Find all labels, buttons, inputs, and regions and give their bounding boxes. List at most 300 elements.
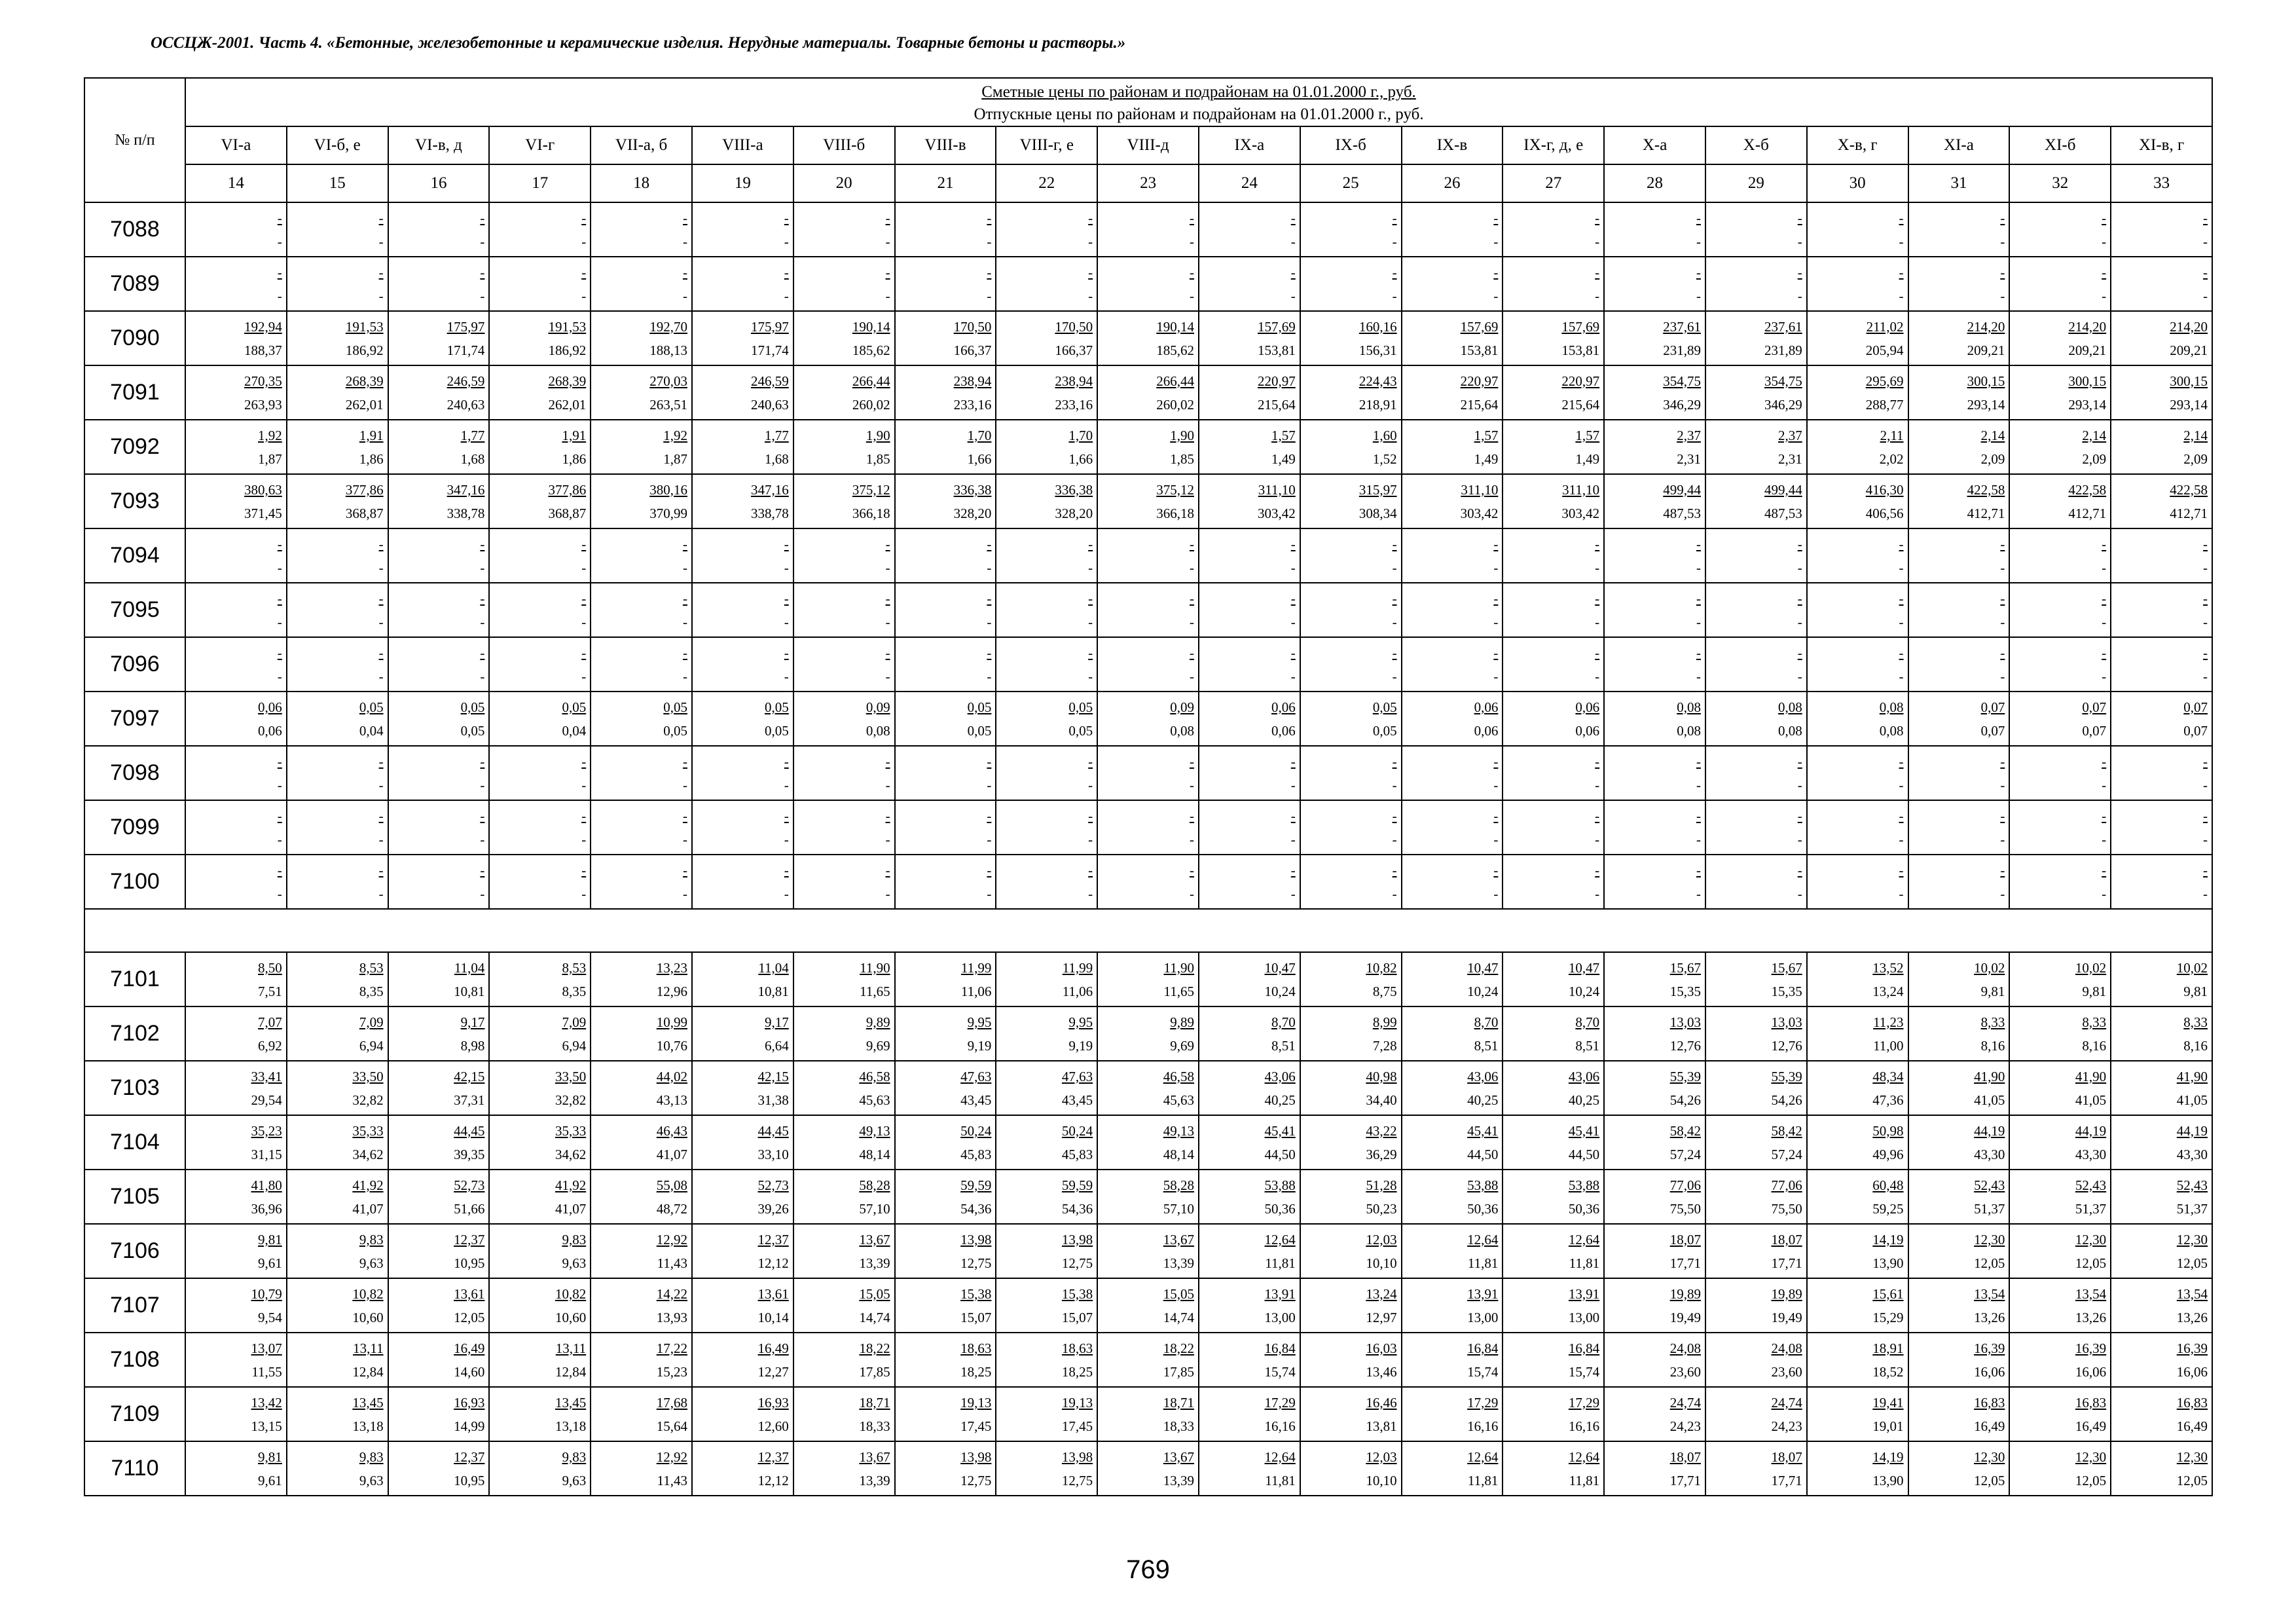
wholesale-price: - xyxy=(1899,777,1904,793)
wholesale-price: 57,10 xyxy=(859,1200,890,1217)
wholesale-price: - xyxy=(2102,885,2107,902)
estimated-price: 238,94 xyxy=(953,373,992,389)
price-cell xyxy=(489,365,591,420)
table-row xyxy=(84,1333,2212,1387)
wholesale-price: 12,76 xyxy=(1669,1037,1701,1054)
estimated-price: 10,47 xyxy=(1467,959,1499,976)
price-cell xyxy=(692,1441,793,1496)
estimated-price: 13,98 xyxy=(1061,1231,1093,1247)
estimated-price: 10,82 xyxy=(1366,959,1397,976)
region-header: VI-б, е xyxy=(287,126,388,164)
price-cell xyxy=(1807,257,1908,311)
price-cell xyxy=(489,952,591,1006)
wholesale-price: 13,15 xyxy=(251,1418,282,1434)
price-cell xyxy=(2111,583,2212,637)
price-cell xyxy=(388,1115,490,1170)
price-cell xyxy=(996,855,1097,909)
price-cell xyxy=(2009,800,2111,855)
price-table xyxy=(84,77,2213,1496)
table-row xyxy=(84,1170,2212,1224)
region-header: VIII-д xyxy=(1097,126,1199,164)
wholesale-price: 33,10 xyxy=(757,1146,789,1162)
estimated-price: - xyxy=(1088,536,1093,552)
estimated-price: 18,63 xyxy=(1061,1340,1093,1356)
price-cell xyxy=(1199,583,1300,637)
wholesale-price: 24,23 xyxy=(1669,1418,1701,1434)
price-cell xyxy=(287,952,388,1006)
price-cell xyxy=(2111,1061,2212,1115)
wholesale-price: - xyxy=(378,233,384,249)
price-cell xyxy=(2009,311,2111,365)
wholesale-price: 11,00 xyxy=(1873,1037,1904,1054)
estimated-price: 300,15 xyxy=(2068,373,2107,389)
estimated-price: 7,07 xyxy=(258,1014,282,1030)
estimated-price: 499,44 xyxy=(1764,481,1802,498)
estimated-price: 2,37 xyxy=(1778,427,1802,443)
price-cell xyxy=(591,800,692,855)
estimated-price: - xyxy=(1290,644,1296,661)
estimated-price: 44,45 xyxy=(454,1122,485,1139)
estimated-price: 18,91 xyxy=(1872,1340,1904,1356)
estimated-price: - xyxy=(1392,807,1397,824)
estimated-price: 220,97 xyxy=(1258,373,1296,389)
wholesale-price: 1,68 xyxy=(460,451,485,467)
estimated-price: - xyxy=(2000,590,2005,606)
estimated-price: 14,19 xyxy=(1872,1231,1904,1247)
wholesale-price: 57,24 xyxy=(1771,1146,1802,1162)
estimated-price: - xyxy=(1595,753,1600,769)
wholesale-price: 9,81 xyxy=(2183,983,2208,999)
estimated-price: - xyxy=(1696,753,1701,769)
row-id: 7102 xyxy=(84,1006,185,1061)
price-cell xyxy=(1300,1006,1402,1061)
estimated-price: 17,29 xyxy=(1568,1394,1600,1411)
wholesale-price: - xyxy=(2203,559,2208,576)
wholesale-price: 50,36 xyxy=(1467,1200,1499,1217)
price-cell xyxy=(692,1278,793,1333)
estimated-price: - xyxy=(2102,264,2107,280)
wholesale-price: 50,36 xyxy=(1264,1200,1296,1217)
row-id: 7092 xyxy=(84,420,185,474)
wholesale-price: 2,31 xyxy=(1677,451,1701,467)
column-number: 30 xyxy=(1807,164,1908,202)
price-cell xyxy=(793,1441,895,1496)
estimated-price: - xyxy=(2000,264,2005,280)
price-cell xyxy=(388,202,490,257)
wholesale-price: - xyxy=(1088,559,1093,576)
estimated-price: - xyxy=(987,590,992,606)
wholesale-price: - xyxy=(1696,233,1701,249)
wholesale-price: - xyxy=(1797,777,1802,793)
estimated-price: 10,02 xyxy=(1974,959,2005,976)
wholesale-price: 17,85 xyxy=(859,1363,890,1380)
estimated-price: - xyxy=(1392,210,1397,226)
price-cell xyxy=(388,692,490,746)
estimated-price: - xyxy=(1189,862,1194,878)
estimated-price: - xyxy=(1797,644,1802,661)
wholesale-price: 263,93 xyxy=(244,396,282,413)
wholesale-price: 51,37 xyxy=(1974,1200,2005,1217)
price-cell xyxy=(1300,1441,1402,1496)
region-header: VI-в, д xyxy=(388,126,490,164)
wholesale-price: - xyxy=(1493,614,1499,630)
price-cell xyxy=(996,637,1097,692)
estimated-price: 1,91 xyxy=(562,427,587,443)
wholesale-price: - xyxy=(885,668,890,684)
price-cell xyxy=(1199,692,1300,746)
column-number: 23 xyxy=(1097,164,1199,202)
estimated-price: 10,02 xyxy=(2075,959,2107,976)
price-cell xyxy=(1402,637,1503,692)
estimated-price: 12,03 xyxy=(1366,1449,1397,1465)
price-cell xyxy=(1503,1387,1604,1441)
price-cell xyxy=(692,692,793,746)
estimated-price: 12,64 xyxy=(1467,1231,1499,1247)
wholesale-price: 40,25 xyxy=(1264,1092,1296,1108)
wholesale-price: 32,82 xyxy=(555,1092,587,1108)
price-cell xyxy=(1199,528,1300,583)
price-cell xyxy=(996,1387,1097,1441)
wholesale-price: 260,02 xyxy=(852,396,890,413)
price-cell xyxy=(1300,637,1402,692)
estimated-price: - xyxy=(1899,862,1904,878)
price-cell xyxy=(793,583,895,637)
estimated-price: 77,06 xyxy=(1771,1177,1802,1193)
price-cell xyxy=(185,692,287,746)
wholesale-price: 14,74 xyxy=(1163,1309,1194,1325)
estimated-price: - xyxy=(1899,807,1904,824)
estimated-price: 45,41 xyxy=(1467,1122,1499,1139)
wholesale-price: 10,10 xyxy=(1366,1255,1397,1271)
wholesale-price: 15,74 xyxy=(1467,1363,1499,1380)
estimated-price: 246,59 xyxy=(751,373,789,389)
column-number: 31 xyxy=(1908,164,2010,202)
wholesale-price: 0,05 xyxy=(460,722,485,739)
estimated-price: 347,16 xyxy=(751,481,789,498)
wholesale-price: 75,50 xyxy=(1669,1200,1701,1217)
region-header: VIII-б xyxy=(793,126,895,164)
wholesale-price: - xyxy=(581,831,587,847)
wholesale-price: 188,37 xyxy=(244,342,282,358)
estimated-price: - xyxy=(1797,264,1802,280)
estimated-price: - xyxy=(1392,264,1397,280)
table-row xyxy=(84,583,2212,637)
estimated-price: 45,41 xyxy=(1264,1122,1296,1139)
wholesale-price: 303,42 xyxy=(1561,505,1600,521)
row-id: 7098 xyxy=(84,746,185,800)
price-cell xyxy=(1503,1278,1604,1333)
wholesale-price: - xyxy=(1392,668,1397,684)
price-cell xyxy=(1402,1387,1503,1441)
wholesale-price: 51,37 xyxy=(2075,1200,2107,1217)
region-header: VI-г xyxy=(489,126,591,164)
wholesale-price: - xyxy=(1696,614,1701,630)
price-cell xyxy=(287,746,388,800)
price-cell xyxy=(1604,1170,1705,1224)
price-cell xyxy=(185,257,287,311)
wholesale-price: - xyxy=(1595,287,1600,304)
estimated-price: 1,70 xyxy=(1068,427,1093,443)
wholesale-price: - xyxy=(581,885,587,902)
price-cell xyxy=(793,528,895,583)
wholesale-price: 34,62 xyxy=(555,1146,587,1162)
estimated-price: - xyxy=(1595,807,1600,824)
price-cell xyxy=(895,257,996,311)
estimated-price: - xyxy=(1392,590,1397,606)
wholesale-price: 487,53 xyxy=(1764,505,1802,521)
price-cell xyxy=(895,1006,996,1061)
estimated-price: - xyxy=(1189,590,1194,606)
wholesale-price: 12,97 xyxy=(1366,1309,1397,1325)
row-id: 7099 xyxy=(84,800,185,855)
wholesale-price: 48,72 xyxy=(656,1200,687,1217)
section-spacer-row xyxy=(84,909,2212,952)
price-cell xyxy=(996,420,1097,474)
estimated-price: - xyxy=(581,807,587,824)
price-cell xyxy=(793,952,895,1006)
estimated-price: - xyxy=(277,644,282,661)
price-cell xyxy=(692,1006,793,1061)
region-header-row xyxy=(84,126,2212,164)
table-row xyxy=(84,1387,2212,1441)
wholesale-price: 205,94 xyxy=(1865,342,1904,358)
wholesale-price: 11,06 xyxy=(1062,983,1093,999)
wholesale-price: 10,76 xyxy=(656,1037,687,1054)
wholesale-price: 262,01 xyxy=(548,396,587,413)
estimated-price: 0,05 xyxy=(562,699,587,715)
price-cell xyxy=(1503,1224,1604,1278)
price-cell xyxy=(1705,1115,1807,1170)
estimated-price: 55,08 xyxy=(656,1177,687,1193)
wholesale-price: 260,02 xyxy=(1156,396,1194,413)
wholesale-price: - xyxy=(581,559,587,576)
wholesale-price: - xyxy=(2203,831,2208,847)
price-cell xyxy=(287,311,388,365)
price-cell xyxy=(1503,202,1604,257)
estimated-price: 0,08 xyxy=(1778,699,1802,715)
wholesale-price: 51,37 xyxy=(2176,1200,2208,1217)
price-cell xyxy=(489,800,591,855)
price-cell xyxy=(2111,202,2212,257)
estimated-price: 1,92 xyxy=(663,427,687,443)
estimated-price: - xyxy=(1088,210,1093,226)
price-cell xyxy=(185,1061,287,1115)
estimated-price: - xyxy=(682,590,687,606)
estimated-price: - xyxy=(1290,590,1296,606)
price-cell xyxy=(1705,952,1807,1006)
wholesale-price: 13,18 xyxy=(555,1418,587,1434)
wholesale-price: 16,16 xyxy=(1264,1418,1296,1434)
price-cell xyxy=(1402,1224,1503,1278)
estimated-price: 58,42 xyxy=(1669,1122,1701,1139)
column-number: 26 xyxy=(1402,164,1503,202)
estimated-price: 55,39 xyxy=(1669,1068,1701,1084)
wholesale-price: 338,78 xyxy=(751,505,789,521)
region-header: XI-б xyxy=(2009,126,2111,164)
estimated-price: - xyxy=(1696,264,1701,280)
price-cell xyxy=(489,1061,591,1115)
estimated-price: 157,69 xyxy=(1258,318,1296,335)
wholesale-price: 0,06 xyxy=(1474,722,1499,739)
estimated-price: - xyxy=(784,590,789,606)
price-cell xyxy=(1097,855,1199,909)
estimated-price: 12,30 xyxy=(1974,1449,2005,1465)
estimated-price: 50,24 xyxy=(960,1122,992,1139)
wholesale-price: - xyxy=(1493,885,1499,902)
estimated-price: 9,89 xyxy=(866,1014,890,1030)
price-cell xyxy=(1199,1006,1300,1061)
price-cell xyxy=(895,1115,996,1170)
wholesale-price: - xyxy=(2102,559,2107,576)
wholesale-price: 0,04 xyxy=(359,722,384,739)
price-cell xyxy=(2009,202,2111,257)
wholesale-price: 233,16 xyxy=(1055,396,1093,413)
estimated-price: - xyxy=(2203,862,2208,878)
estimated-price: 238,94 xyxy=(1055,373,1093,389)
price-cell xyxy=(895,202,996,257)
estimated-price: - xyxy=(682,644,687,661)
price-cell xyxy=(1807,1278,1908,1333)
price-cell xyxy=(388,1278,490,1333)
estimated-price: 18,22 xyxy=(859,1340,890,1356)
price-cell xyxy=(2009,1278,2111,1333)
estimated-price: 16,83 xyxy=(2075,1394,2107,1411)
estimated-price: 0,05 xyxy=(359,699,384,715)
price-cell xyxy=(1705,1224,1807,1278)
price-cell xyxy=(1604,1278,1705,1333)
estimated-price: 47,63 xyxy=(1061,1068,1093,1084)
wholesale-price: 370,99 xyxy=(649,505,687,521)
wholesale-price: - xyxy=(2203,233,2208,249)
estimated-price: - xyxy=(277,210,282,226)
estimated-price: 18,07 xyxy=(1669,1231,1701,1247)
price-cell xyxy=(489,855,591,909)
wholesale-price: 31,38 xyxy=(757,1092,789,1108)
price-cell xyxy=(388,1387,490,1441)
wholesale-price: - xyxy=(2000,831,2005,847)
wholesale-price: 10,24 xyxy=(1568,983,1600,999)
estimated-price: - xyxy=(277,264,282,280)
price-cell xyxy=(1908,952,2010,1006)
wholesale-price: 346,29 xyxy=(1764,396,1802,413)
estimated-price: - xyxy=(1493,862,1499,878)
price-cell xyxy=(1908,1170,2010,1224)
price-cell xyxy=(388,1061,490,1115)
estimated-price: 1,57 xyxy=(1575,427,1600,443)
price-cell xyxy=(1402,1006,1503,1061)
estimated-price: 40,98 xyxy=(1366,1068,1397,1084)
wholesale-price: 303,42 xyxy=(1258,505,1296,521)
price-cell xyxy=(692,1224,793,1278)
price-cell xyxy=(1807,420,1908,474)
price-cell xyxy=(287,1333,388,1387)
wholesale-price: 6,94 xyxy=(562,1037,587,1054)
price-cell xyxy=(388,855,490,909)
wholesale-price: 48,14 xyxy=(859,1146,890,1162)
price-cell xyxy=(287,1441,388,1496)
estimated-price: 16,39 xyxy=(2075,1340,2107,1356)
wholesale-price: - xyxy=(581,777,587,793)
wholesale-price: 2,09 xyxy=(2082,451,2107,467)
wholesale-price: - xyxy=(2203,614,2208,630)
estimated-price: 11,23 xyxy=(1873,1014,1904,1030)
table-row xyxy=(84,800,2212,855)
estimated-price: - xyxy=(2000,644,2005,661)
wholesale-price: 11,81 xyxy=(1265,1472,1296,1488)
estimated-price: - xyxy=(2203,536,2208,552)
price-cell xyxy=(793,1006,895,1061)
wholesale-price: 1,86 xyxy=(562,451,587,467)
price-cell xyxy=(1402,257,1503,311)
estimated-price: - xyxy=(480,536,485,552)
wholesale-price: - xyxy=(987,885,992,902)
price-cell xyxy=(489,1224,591,1278)
price-cell xyxy=(388,637,490,692)
wholesale-price: - xyxy=(1797,233,1802,249)
wholesale-price: 37,31 xyxy=(454,1092,485,1108)
wholesale-price: 9,81 xyxy=(1980,983,2005,999)
price-cell xyxy=(895,692,996,746)
price-cell xyxy=(1199,1387,1300,1441)
estimated-price: 35,23 xyxy=(251,1122,282,1139)
wholesale-price: 54,26 xyxy=(1771,1092,1802,1108)
wholesale-price: 12,12 xyxy=(757,1472,789,1488)
wholesale-price: 43,30 xyxy=(2176,1146,2208,1162)
estimated-price: 58,28 xyxy=(1163,1177,1194,1193)
estimated-price: 170,50 xyxy=(953,318,992,335)
price-cell xyxy=(2009,855,2111,909)
wholesale-price: 240,63 xyxy=(446,396,485,413)
price-cell xyxy=(489,1441,591,1496)
price-cell xyxy=(2111,1224,2212,1278)
wholesale-price: 14,60 xyxy=(454,1363,485,1380)
wholesale-price: 0,08 xyxy=(1677,722,1701,739)
estimated-price: - xyxy=(1797,753,1802,769)
wholesale-price: - xyxy=(1595,559,1600,576)
price-cell xyxy=(591,1387,692,1441)
estimated-price: 12,64 xyxy=(1467,1449,1499,1465)
wholesale-price: 13,26 xyxy=(1974,1309,2005,1325)
wholesale-price: - xyxy=(277,885,282,902)
price-cell xyxy=(793,1061,895,1115)
wholesale-price: 338,78 xyxy=(446,505,485,521)
column-number: 14 xyxy=(185,164,287,202)
price-cell xyxy=(1908,420,2010,474)
price-cell xyxy=(1199,952,1300,1006)
estimated-price: 60,48 xyxy=(1872,1177,1904,1193)
wholesale-price: - xyxy=(2203,668,2208,684)
price-cell xyxy=(2111,1278,2212,1333)
estimated-price: - xyxy=(581,590,587,606)
price-cell xyxy=(185,1170,287,1224)
price-cell xyxy=(1705,311,1807,365)
wholesale-price: - xyxy=(1899,614,1904,630)
wholesale-price: - xyxy=(2203,885,2208,902)
row-id: 7104 xyxy=(84,1115,185,1170)
price-cell xyxy=(692,1061,793,1115)
price-cell xyxy=(793,257,895,311)
region-header: IX-а xyxy=(1199,126,1300,164)
estimated-price: 311,10 xyxy=(1461,481,1499,498)
wholesale-price: 218,91 xyxy=(1358,396,1397,413)
price-cell xyxy=(591,855,692,909)
price-cell xyxy=(1402,311,1503,365)
estimated-price: 270,03 xyxy=(649,373,687,389)
price-cell xyxy=(1097,202,1199,257)
estimated-price: 16,84 xyxy=(1467,1340,1499,1356)
estimated-price: 9,89 xyxy=(1170,1014,1194,1030)
estimated-price: - xyxy=(987,807,992,824)
